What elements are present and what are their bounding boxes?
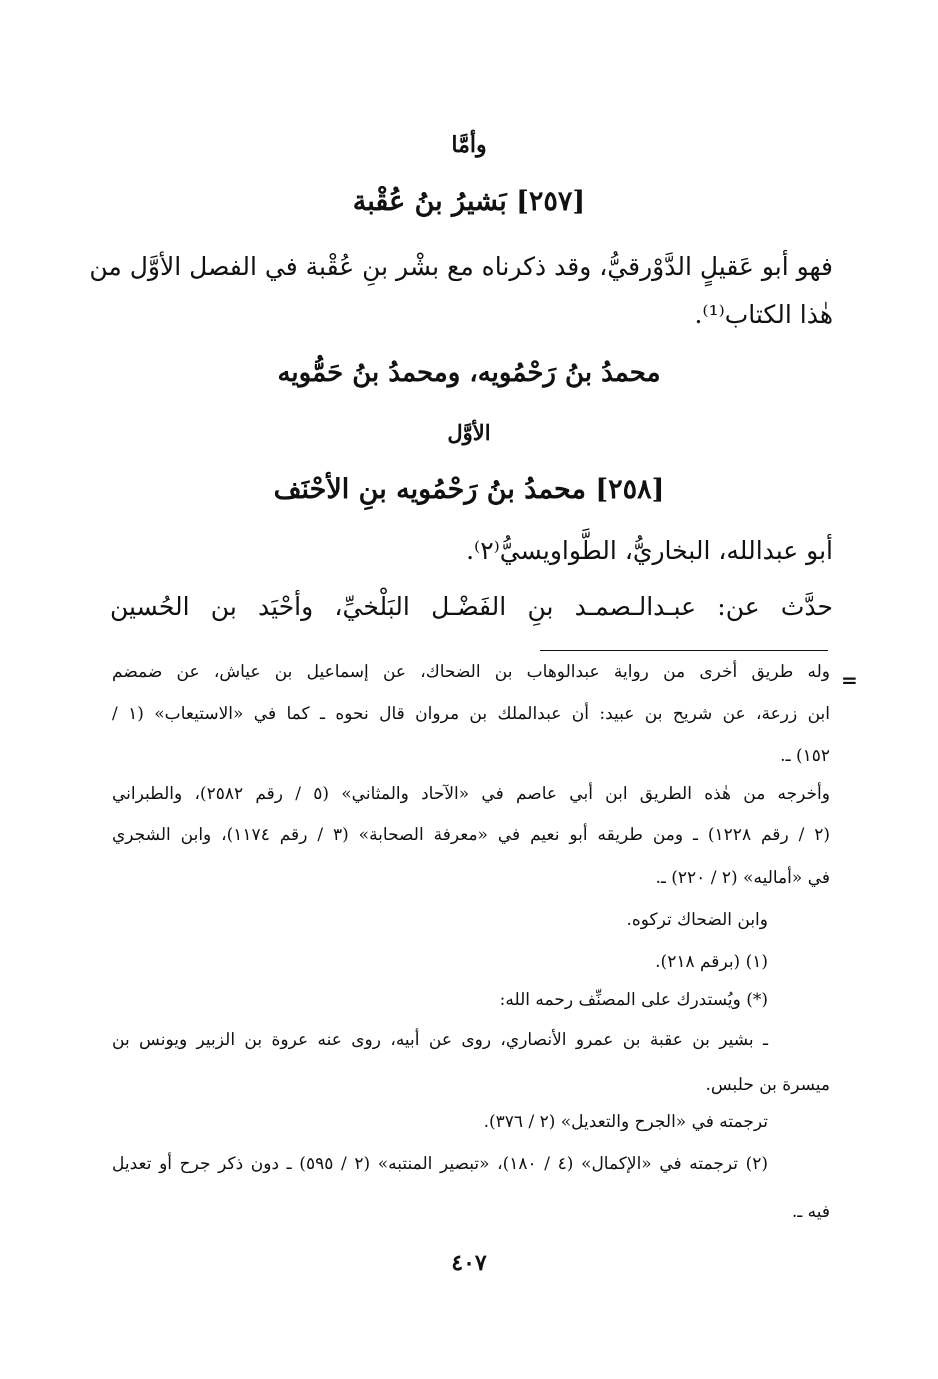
paragraph-line: هٰذا الكتاب⁽¹⁾.: [694, 300, 833, 329]
footnote-divider: [540, 650, 828, 651]
footnote-line: ابن زرعة، عن شريح بن عبيد: أن عبدالملك بن مروان قال نحوه ـ كما في «الاستيعاب» (١ /: [112, 704, 830, 724]
footnote-line: (*) ويُستدرك على المصنِّف رحمه الله:: [499, 990, 768, 1010]
footnote-line: في «أماليه» (٢ / ٢٢٠) ـ.: [655, 868, 830, 888]
continuation-mark: =: [841, 668, 858, 692]
footnote-line: (٢ / رقم ١٢٢٨) ـ ومن طريقه أبو نعيم في «معرفة الصحابة» (٣ / رقم ١١٧٤)، وابن الشجري: [112, 825, 830, 845]
footnote-line: (١) (برقم ٢١٨).: [655, 952, 768, 972]
footnote-line: ترجمته في «الجرح والتعديل» (٢ / ٣٧٦).: [483, 1112, 768, 1132]
entry-heading-258: [٢٥٨] محمدُ بنُ رَحْمُويه بنِ الأحْنَف: [273, 474, 665, 505]
sub-label: الأوَّل: [447, 420, 491, 445]
paragraph-line: فهو أبو عَقيلٍ الدَّوْرقيُّ، وقد ذكرناه مع بشْر بنِ عُقْبة في الفصل الأوَّل من: [89, 252, 833, 281]
footnote-line: وله طريق أخرى من رواية عبدالوهاب بن الضحاك، عن إسماعيل بن عياش، عن ضمضم: [112, 662, 830, 682]
section-title: محمدُ بنُ رَحْمُويه، ومحمدُ بنُ حَمُّويه: [277, 358, 661, 388]
paragraph-line: أبو عبدالله، البخاريُّ، الطَّواويسيُّ⁽٢⁾.: [466, 536, 833, 565]
paragraph-line: حدَّث عن: عبـدالـصمـد بنِ الفَضْـل البَلْخيِّ، وأحْيَد بن الحُسين: [110, 592, 833, 621]
footnote-line: وابن الضحاك تركوه.: [626, 910, 768, 930]
footnote-line: وأخرجه من هٰذه الطريق ابن أبي عاصم في «الآحاد والمثاني» (٥ / رقم ٢٥٨٢)، والطبراني: [112, 784, 830, 804]
footnote-line: (٢) ترجمته في «الإكمال» (٤ / ١٨٠)، «تبصير المنتبه» (٢ / ٥٩٥) ـ دون ذكر جرح أو تعديل: [112, 1154, 768, 1174]
page-number: ٤٠٧: [451, 1250, 487, 1276]
footnote-line: ١٥٢) ـ.: [780, 746, 830, 766]
intro-word: وأمَّا: [451, 132, 487, 158]
entry-heading-257: [٢٥٧] بَشيرُ بنُ عُقْبة: [352, 186, 586, 217]
footnote-line: فيه ـ.: [791, 1202, 830, 1222]
footnote-line: ـ بشير بن عقبة بن عمرو الأنصاري، روى عن أبيه، روى عنه عروة بن الزبير ويونس بن: [112, 1030, 768, 1050]
footnote-line: ميسرة بن حلبس.: [705, 1075, 830, 1095]
